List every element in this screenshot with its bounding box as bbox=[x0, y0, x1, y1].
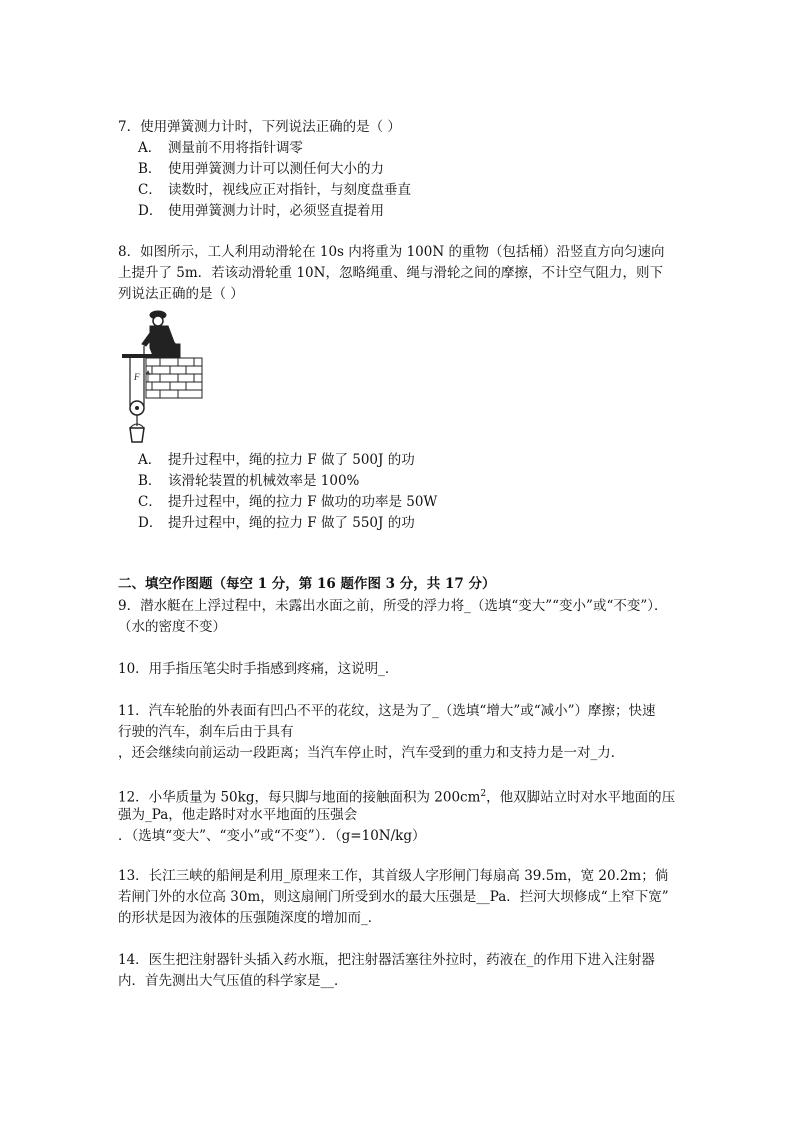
q12-line-2: 强为_Pa，他走路时对水平地面的压强会 bbox=[118, 807, 358, 823]
option-label: D． bbox=[138, 515, 163, 531]
option-text: 提升过程中，绳的拉力 F 做功的功率是 50W bbox=[168, 494, 438, 510]
bucket bbox=[130, 428, 144, 442]
option-label: B． bbox=[138, 161, 162, 177]
option-text: 提升过程中，绳的拉力 F 做了 500J 的功 bbox=[168, 452, 415, 468]
q7-option-a bbox=[138, 139, 303, 157]
q10-line-1: 10．用手指压笔尖时手指感到疼痛，这说明_． bbox=[118, 661, 399, 677]
q8-option-b bbox=[138, 472, 359, 490]
option-label: C． bbox=[138, 494, 162, 510]
option-text: 使用弹簧测力计可以测任何大小的力 bbox=[168, 161, 384, 177]
q14-line-2: 内．首先测出大气压值的科学家是__． bbox=[118, 973, 348, 989]
q13-line-2: 若闸门外的水位高 30m，则这扇闸门所受到水的最大压强是__Pa．拦河大坝修成“上窄下宽” bbox=[118, 889, 669, 905]
q7-stem: 7．使用弹簧测力计时，下列说法正确的是（ ） bbox=[118, 119, 401, 135]
q14-line-1: 14．医生把注射器针头插入药水瓶，把注射器活塞往外拉时，药液在_的作用下进入注射器 bbox=[118, 952, 655, 968]
q12-line-1 bbox=[118, 785, 675, 807]
brick-wall bbox=[146, 358, 202, 398]
option-label: C． bbox=[138, 182, 162, 198]
q8-stem-line-3: 列说法正确的是（ ） bbox=[118, 286, 244, 302]
q13-line-1: 13．长江三峡的船闸是利用_原理来工作，其首级人字形闸门每扇高 39.5m，宽 20.2m；倘 bbox=[118, 868, 669, 884]
q7-option-b bbox=[138, 160, 384, 178]
support-beam bbox=[122, 354, 162, 358]
q8-option-a bbox=[138, 451, 415, 469]
option-text: 提升过程中，绳的拉力 F 做了 550J 的功 bbox=[168, 515, 415, 531]
q11-line-1: 11．汽车轮胎的外表面有凹凸不平的花纹，这是为了_（选填“增大”或“减小”）摩擦；快速 bbox=[118, 703, 656, 719]
pulley-axle bbox=[135, 406, 139, 410]
option-text: 该滑轮装置的机械效率是 100% bbox=[168, 473, 360, 489]
option-label: B． bbox=[138, 473, 162, 489]
q7-option-d bbox=[138, 202, 384, 220]
q8-option-c bbox=[138, 493, 437, 511]
force-label: F bbox=[134, 372, 140, 382]
q13-line-3: 的形状是因为液体的压强随深度的增加而_． bbox=[118, 910, 382, 926]
q8-stem-line-1: 8．如图所示，工人利用动滑轮在 10s 内将重为 100N 的重物（包括桶）沿竖直方向匀速向 bbox=[118, 244, 665, 260]
q12-line-1-text: 12．小华质量为 50kg，每只脚与地面的接触面积为 200cm bbox=[118, 789, 481, 806]
q7-option-c bbox=[138, 181, 411, 199]
q9-line-2: （水的密度不变） bbox=[118, 619, 226, 635]
worker-silhouette bbox=[142, 311, 180, 358]
q12-line-3: ．（选填“变大”、“变小”或“不变”）．（g=10N/kg） bbox=[118, 828, 426, 844]
q9-line-1: 9．潜水艇在上浮过程中，未露出水面之前，所受的浮力将_（选填“变大”“变小”或“不变”）． bbox=[118, 598, 668, 614]
q12-line-1-text-end: ，他双脚站立时对水平地面的压 bbox=[486, 789, 676, 806]
option-label: A． bbox=[138, 452, 162, 468]
option-label: A． bbox=[138, 140, 162, 156]
q8-stem-line-2: 上提升了 5m．若该动滑轮重 10N，忽略绳重、绳与滑轮之间的摩擦，不计空气阻力，则下 bbox=[118, 265, 663, 281]
section-heading: 二、填空作图题（每空 1 分，第 16 题作图 3 分，共 17 分） bbox=[118, 576, 496, 592]
q11-line-3: ，还会继续向前运动一段距离；当汽车停止时，汽车受到的重力和支持力是一对_力． bbox=[118, 745, 625, 761]
pulley-worker-figure bbox=[120, 308, 206, 446]
option-text: 测量前不用将指针调零 bbox=[168, 140, 303, 156]
q11-line-2: 行驶的汽车，刹车后由于具有 bbox=[118, 724, 294, 740]
option-label: D． bbox=[138, 203, 163, 219]
q8-option-d bbox=[138, 514, 415, 532]
q12-superscript: 2 bbox=[480, 789, 487, 799]
option-text: 读数时，视线应正对指针，与刻度盘垂直 bbox=[168, 182, 411, 198]
option-text: 使用弹簧测力计时，必须竖直提着用 bbox=[168, 203, 384, 219]
